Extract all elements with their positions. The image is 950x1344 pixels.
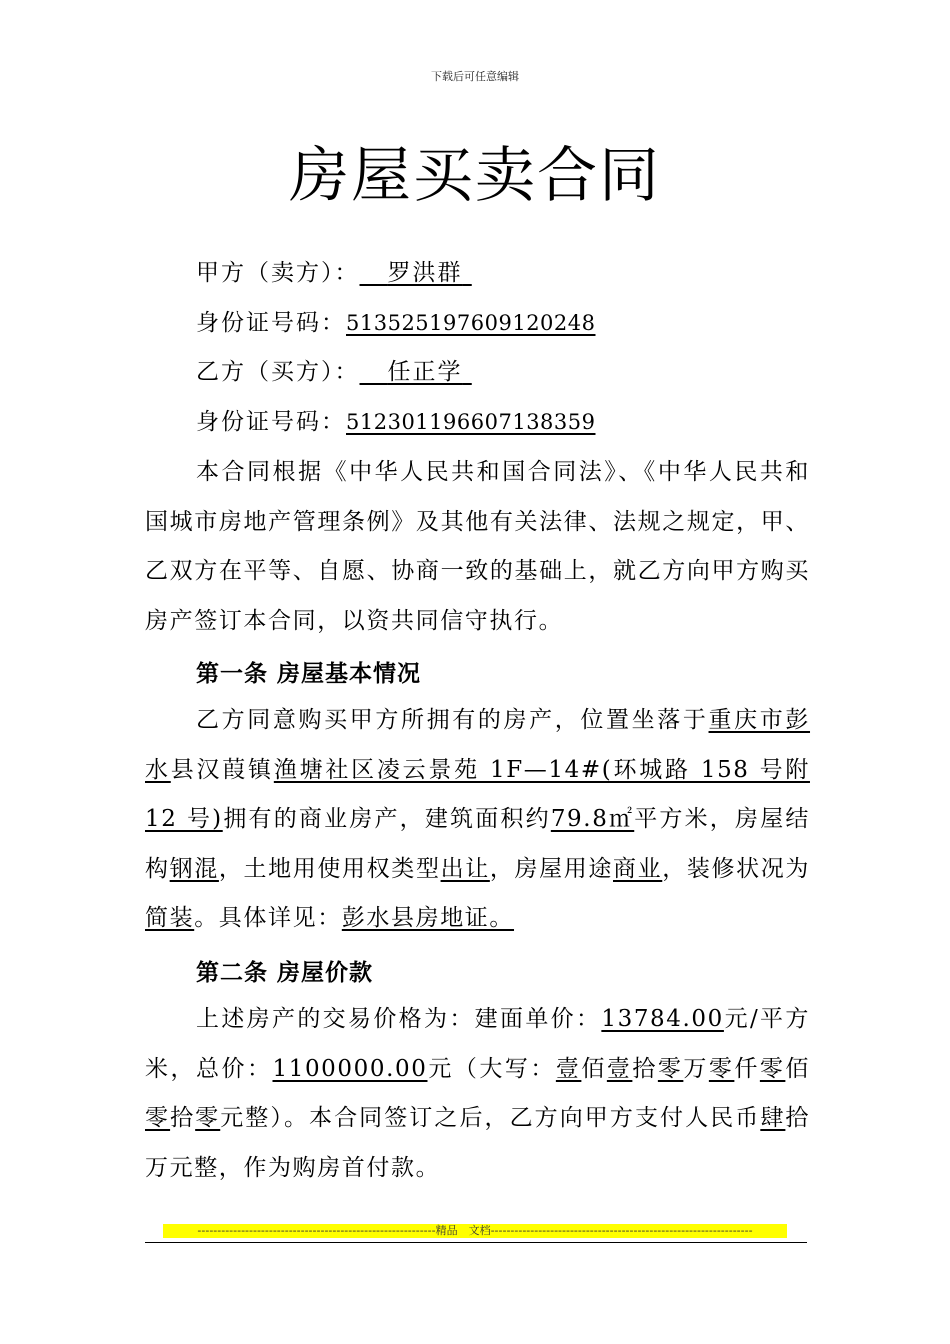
location-city: 重庆市彭水: [145, 707, 811, 783]
amount-char: 零: [708, 1055, 735, 1082]
footer-text: 精品 文档: [435, 1224, 491, 1237]
party-a-name: 罗洪群: [387, 260, 463, 286]
certificate-value: 彭水县房地证。: [341, 905, 515, 932]
building-area: 79.8㎡: [550, 806, 635, 833]
footer-banner: ------------------------------------------------------------精品 文档------------------------------------------------------------------: [163, 1224, 787, 1238]
down-payment-char: 肆: [760, 1105, 786, 1132]
location-detail: 渔塘社区凌云景苑 1F—14#(环城路 158 号附 12 号): [145, 756, 810, 833]
amount-char: 壹: [555, 1055, 582, 1082]
party-b-line: [196, 357, 472, 387]
footer-rule: [145, 1242, 807, 1243]
article-2-heading: 第二条 房屋价款: [196, 960, 374, 986]
intro-paragraph: 本合同根据《中华人民共和国合同法》、《中华人民共和国城市房地产管理条例》及其他有关法律、法规之规定，甲、乙双方在平等、自愿、协商一致的基础上，就乙方向甲方购买房产签订本合同，以资共同信守执行。: [145, 459, 810, 634]
header-note: 下载后可任意编辑: [431, 70, 519, 83]
party-b-name: 任正学: [387, 359, 463, 385]
amount-char: 壹: [606, 1055, 633, 1082]
article-1-heading: 第一条 房屋基本情况: [196, 661, 422, 687]
total-price: 1100000.00: [272, 1055, 428, 1082]
article-2-paragraph: 上述房产的交易价格为：建面单价：13784.00元/平方米，总价：1100000.00元（大写：壹佰壹拾零万零仟零佰零拾零元整）。本合同签订之后，乙方向甲方支付人民币肆拾万元整，作为购房首付款。: [145, 1006, 810, 1181]
amount-char: 零: [145, 1105, 171, 1132]
party-a-id-label: 身份证号码：: [196, 310, 346, 336]
document-title: 房屋买卖合同: [289, 141, 661, 211]
party-b-id-number: 512301196607138359: [346, 410, 596, 434]
amount-char: 零: [195, 1105, 221, 1132]
decoration-value: 简装: [145, 905, 195, 932]
article-1-paragraph: 乙方同意购买甲方所拥有的房产，位置坐落于重庆市彭水县汉葭镇渔塘社区凌云景苑 1F—14#(环城路 158 号附 12 号)拥有的商业房产，建筑面积约79.8㎡平方米，房屋结构钢混，土地用使用权类型出让，房屋用途商业，装修状况为简装。具体详见：彭水县房地证。: [145, 707, 811, 932]
unit-price: 13784.00: [601, 1006, 724, 1032]
structure-value: 钢混: [169, 855, 219, 882]
amount-char: 零: [657, 1055, 684, 1082]
amount-char: 零: [759, 1055, 786, 1082]
party-a-id-number: 513525197609120248: [346, 311, 596, 335]
party-a-line: [196, 258, 472, 288]
party-a-id-line: [196, 308, 596, 338]
party-a-label: 甲方（卖方）：: [196, 260, 360, 286]
party-b-id-label: 身份证号码：: [196, 409, 346, 435]
party-b-label: 乙方（买方）：: [196, 359, 360, 385]
usage-value: 商业: [613, 855, 663, 882]
party-b-id-line: [196, 407, 596, 437]
land-type-value: 出让: [440, 855, 490, 882]
